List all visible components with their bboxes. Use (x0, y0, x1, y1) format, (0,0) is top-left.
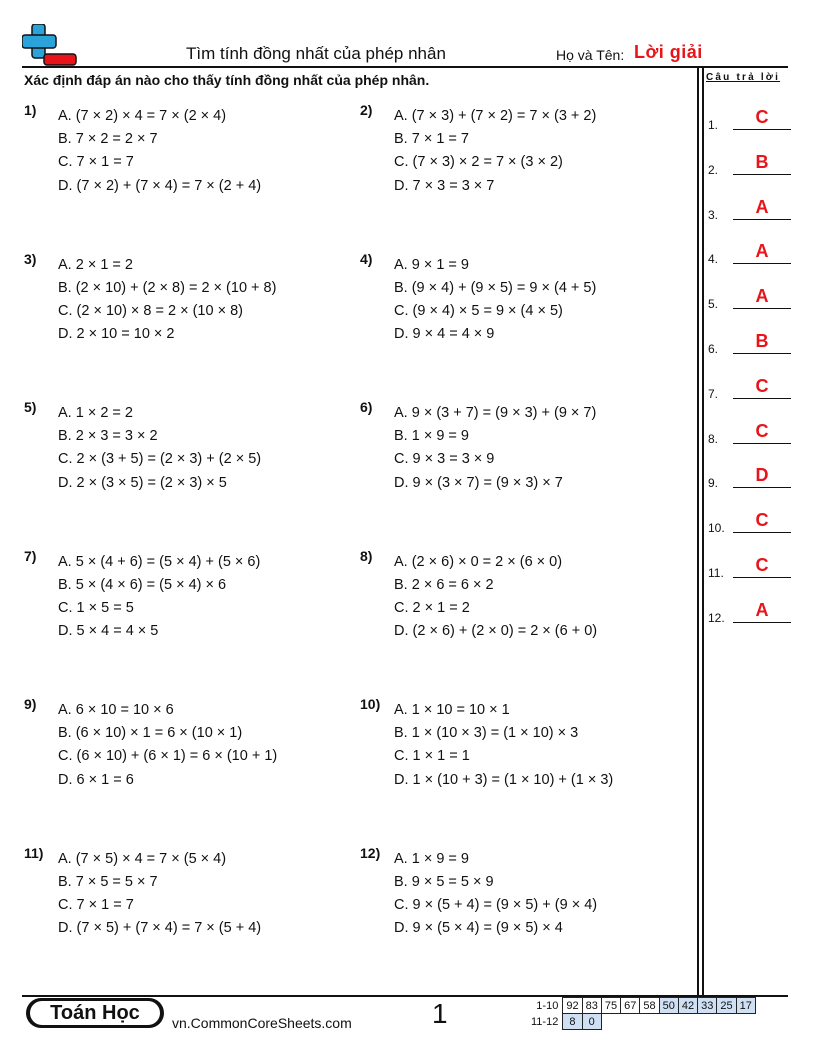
answer-option: A. 1 × 9 = 9 (394, 850, 469, 867)
answer-letter: B (755, 331, 769, 351)
answer-option: A. 1 × 10 = 10 × 1 (394, 702, 510, 718)
answer-option: C. 1 × 5 = 5 (58, 599, 134, 616)
answer-letter: A (755, 599, 769, 620)
answer-option: D. (2 × 6) + (2 × 0) = 2 × (6 + 0) (394, 623, 598, 640)
problem-number: 10) (360, 696, 381, 712)
header-divider (22, 66, 788, 68)
answer-option: B. (6 × 10) × 1 = 6 × (10 × 1) (58, 725, 243, 742)
answer-option: B. 5 × (4 × 6) = (5 × 4) × 6 (58, 576, 227, 593)
answer-option: A. (7 × 5) × 4 = 7 × (5 × 4) (58, 850, 227, 867)
score-cell: 58 (640, 998, 659, 1014)
score-row-label: 1-10 (536, 999, 559, 1012)
answer-option: B. 2 × 3 = 3 × 2 (58, 428, 158, 445)
answer-blank (733, 398, 791, 399)
score-table (528, 997, 756, 1030)
answer-number: 9. (708, 476, 719, 491)
problem-number: 12) (360, 844, 381, 861)
answer-option: C. (2 × 10) × 8 = 2 × (10 × 8) (58, 302, 243, 319)
answer-number: 8. (708, 431, 719, 446)
answer-letter: D (755, 465, 769, 486)
answer-option: B. 7 × 1 = 7 (394, 131, 469, 148)
answer-option: D. 9 × (3 × 7) = (9 × 3) × 7 (394, 474, 563, 491)
problem-number: 9) (24, 696, 37, 712)
score-row (528, 1014, 755, 1030)
problem-number: 11) (24, 844, 44, 861)
answer-option: D. 2 × 10 = 10 × 2 (58, 326, 175, 343)
score-cell: 83 (582, 998, 601, 1014)
answer-blank (733, 129, 791, 130)
score-cell: 75 (601, 998, 620, 1014)
problem-number: 1) (24, 102, 37, 118)
score-cell: 0 (582, 1014, 601, 1030)
answer-row (708, 106, 792, 132)
answer-blank (733, 577, 791, 578)
answer-option: D. (7 × 2) + (7 × 4) = 7 × (2 + 4) (58, 177, 262, 194)
problem-number: 7) (24, 547, 37, 564)
score-cell: 25 (717, 998, 736, 1014)
answer-row (708, 420, 792, 446)
instructions: Xác định đáp án nào cho thấy tính đồng nhất của phép nhân. (24, 72, 430, 88)
answer-number: 11. (708, 566, 724, 580)
answer-option: B. 1 × 9 = 9 (394, 428, 469, 445)
answer-option: B. 7 × 2 = 2 × 7 (58, 131, 158, 148)
answer-option: C. 2 × (3 + 5) = (2 × 3) + (2 × 5) (58, 451, 262, 468)
answer-option: A. (2 × 6) × 0 = 2 × (6 × 0) (394, 553, 563, 570)
website-url: vn.CommonCoreSheets.com (172, 1015, 352, 1031)
answer-option: C. (7 × 3) × 2 = 7 × (3 × 2) (394, 154, 563, 171)
score-cell: 8 (563, 1014, 582, 1030)
answer-row (708, 509, 792, 535)
score-cell: 92 (563, 998, 582, 1014)
answer-blank (733, 622, 791, 623)
answer-option: D. 6 × 1 = 6 (58, 771, 134, 788)
answer-option: D. 5 × 4 = 4 × 5 (58, 623, 159, 640)
problem-number: 3) (24, 250, 37, 267)
answer-number: 10. (708, 521, 725, 536)
answer-option: D. 2 × (3 × 5) = (2 × 3) × 5 (58, 474, 227, 491)
score-row-label: 11-12 (531, 1015, 559, 1028)
answer-option: B. 9 × 5 = 5 × 9 (394, 873, 494, 890)
answer-blank (733, 263, 791, 264)
answer-letter: A (755, 196, 769, 217)
answer-option: B. (2 × 10) + (2 × 8) = 2 × (10 + 8) (58, 279, 277, 296)
answer-letter: C (755, 107, 769, 127)
answer-option: C. 2 × 1 = 2 (394, 599, 470, 616)
answer-option: C. 1 × 1 = 1 (394, 748, 470, 765)
answer-blank (733, 308, 791, 309)
answer-number: 12. (708, 610, 725, 625)
answer-number: 6. (708, 342, 719, 356)
answer-letter: B (755, 151, 769, 172)
answer-row (708, 240, 792, 266)
answer-option: D. (7 × 5) + (7 × 4) = 7 × (5 + 4) (58, 920, 262, 937)
answer-letter: C (755, 375, 769, 396)
answer-letter: C (755, 555, 769, 575)
answer-option: D. 1 × (10 + 3) = (1 × 10) + (1 × 3) (394, 771, 614, 788)
answer-blank (733, 487, 791, 488)
problem-number: 8) (360, 547, 373, 564)
answer-option: D. 9 × 4 = 4 × 9 (394, 326, 495, 343)
answer-row (708, 285, 792, 311)
answer-option: C. 9 × 3 = 3 × 9 (394, 451, 495, 468)
answer-blank (733, 532, 791, 533)
answer-option: A. 2 × 1 = 2 (58, 256, 133, 273)
answer-option: D. 9 × (5 × 4) = (9 × 5) × 4 (394, 920, 563, 937)
score-cell: 67 (621, 998, 640, 1014)
answer-option: B. 2 × 6 = 6 × 2 (394, 576, 494, 593)
answer-option: A. 1 × 2 = 2 (58, 405, 133, 421)
answer-blank (733, 219, 791, 220)
name-label: Họ và Tên: (556, 47, 625, 63)
problem-number: 2) (360, 102, 373, 118)
answer-option: B. 1 × (10 × 3) = (1 × 10) × 3 (394, 725, 579, 742)
answer-row (708, 151, 792, 177)
answer-row (708, 554, 792, 580)
answer-column-border (702, 66, 704, 996)
answer-option: A. (7 × 2) × 4 = 7 × (2 × 4) (58, 108, 227, 124)
answer-row (708, 196, 792, 222)
name-value: Lời giải (634, 42, 703, 62)
answer-option: C. 7 × 1 = 7 (58, 154, 134, 171)
answer-letter: C (755, 510, 769, 531)
answer-option: A. 5 × (4 + 6) = (5 × 4) + (5 × 6) (58, 553, 261, 570)
score-row (528, 998, 755, 1014)
answer-letter: A (755, 241, 769, 262)
answer-option: C. (6 × 10) + (6 × 1) = 6 × (10 + 1) (58, 748, 278, 765)
score-cell: 50 (659, 998, 678, 1014)
answer-row (708, 375, 792, 401)
brand-badge (26, 998, 164, 1028)
page-title: Tìm tính đồng nhất của phép nhân (186, 44, 446, 63)
answer-option: A. 9 × 1 = 9 (394, 256, 469, 273)
answer-number: 4. (708, 252, 719, 267)
problem-number: 5) (24, 399, 37, 415)
answer-number: 2. (708, 162, 719, 177)
answers-heading: Câu trả lời (706, 72, 781, 83)
problem-number: 6) (360, 399, 373, 415)
score-cell: 17 (736, 998, 755, 1014)
answer-option: D. 7 × 3 = 3 × 7 (394, 177, 495, 194)
score-cell: 42 (678, 998, 697, 1014)
answer-option: A. (7 × 3) + (7 × 2) = 7 × (3 + 2) (394, 108, 597, 124)
answer-letter: C (755, 420, 769, 441)
page-number: 1 (432, 998, 448, 1029)
plus-minus-logo-icon (22, 24, 78, 68)
answer-option: C. (9 × 4) × 5 = 9 × (4 × 5) (394, 302, 563, 319)
answer-letter: A (755, 286, 769, 307)
answer-number: 3. (708, 207, 719, 222)
answer-blank (733, 353, 791, 354)
answer-number: 1. (708, 118, 719, 132)
answer-option: B. (9 × 4) + (9 × 5) = 9 × (4 + 5) (394, 279, 597, 296)
answer-blank (733, 174, 791, 175)
answer-number: 7. (708, 386, 719, 401)
answer-number: 5. (708, 297, 719, 312)
answer-option: C. 9 × (5 + 4) = (9 × 5) + (9 × 4) (394, 896, 598, 913)
answer-option: A. 9 × (3 + 7) = (9 × 3) + (9 × 7) (394, 405, 597, 421)
answer-row (708, 330, 792, 356)
answer-column-border (697, 66, 699, 996)
answer-row (708, 464, 792, 490)
problem-number: 4) (360, 250, 373, 267)
brand-label: Toán Học (30, 1001, 160, 1025)
score-cell: 33 (698, 998, 717, 1014)
answer-option: B. 7 × 5 = 5 × 7 (58, 873, 158, 890)
answer-option: C. 7 × 1 = 7 (58, 896, 134, 913)
answer-blank (733, 443, 791, 444)
answer-option: A. 6 × 10 = 10 × 6 (58, 702, 174, 718)
answer-row (708, 599, 792, 625)
